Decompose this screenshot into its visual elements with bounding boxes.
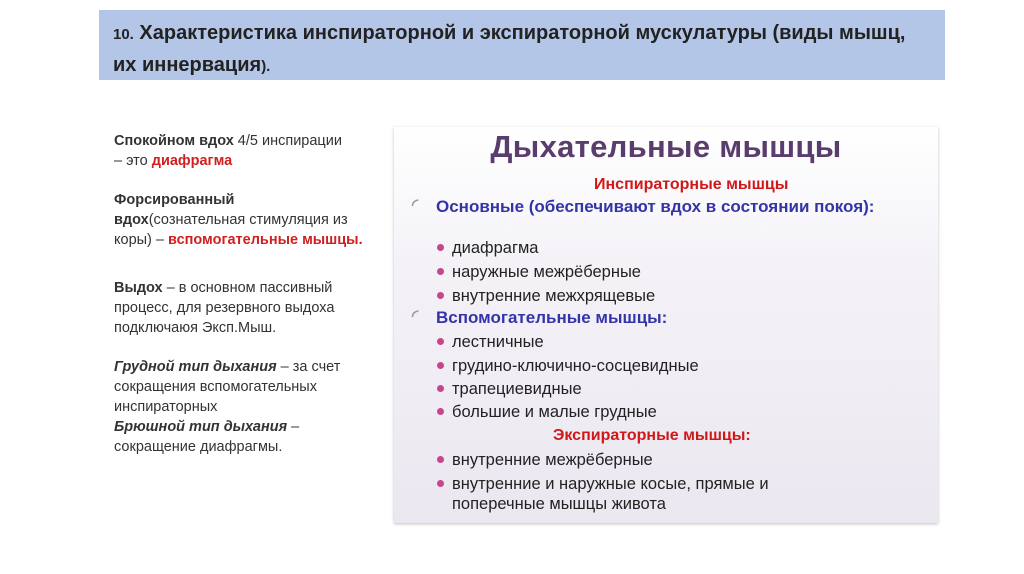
note-chest-type xyxy=(114,357,382,417)
list-item-text: внутренние и наружные косые, прямые и поперечные мышцы живота xyxy=(452,475,769,513)
note-abd-rest: – сокращение диафрагмы. xyxy=(114,419,300,455)
note-calm-rest: 4/5 инспирации xyxy=(233,133,342,149)
arc-bullet-icon: ◜ xyxy=(412,197,419,214)
note-forced-inhale xyxy=(114,190,382,250)
note-calm-line2: – это xyxy=(114,153,152,169)
bullet-dot-icon xyxy=(437,244,444,251)
bullet-dot-icon xyxy=(437,338,444,345)
note-calm-inhale xyxy=(114,131,382,171)
note-forced-red: вспомогательные мышцы. xyxy=(168,232,363,248)
note-exhale xyxy=(114,278,382,338)
slide-title-text: Характеристика инспираторной и экспираторной мускулатуры (виды мышц, их иннервация xyxy=(113,22,906,76)
note-forced-bold2: вдох xyxy=(114,212,149,228)
list-item xyxy=(452,450,653,470)
panel-title: Дыхательные мышцы xyxy=(490,129,842,164)
list-item xyxy=(452,262,641,282)
main-muscles-label xyxy=(412,197,896,217)
note-forced-bold1: Форсированный xyxy=(114,192,235,208)
slide-number: 10. xyxy=(113,26,134,43)
bullet-dot-icon xyxy=(437,385,444,392)
left-notes xyxy=(114,131,382,457)
note-exhale-rest: – в основном пассивный процесс, для резервного выдоха подключаюя Эксп.Мыш. xyxy=(114,280,335,336)
bullet-dot-icon xyxy=(437,480,444,487)
list-item-text: внутренние межрёберные xyxy=(452,451,653,469)
aux-muscles-text: Вспомогательные мышцы: xyxy=(436,308,668,327)
note-abd-bi: Брюшной тип дыхания xyxy=(114,419,288,435)
note-chest-rest: – за счет сокращения вспомогательных инспираторных xyxy=(114,359,341,415)
main-muscles-text: Основные (обеспечивают вдох в состоянии покоя): xyxy=(436,197,875,216)
expiratory-heading: Экспираторные мышцы: xyxy=(553,427,751,444)
inspiratory-heading: Инспираторные мышцы xyxy=(594,176,789,193)
list-item xyxy=(452,332,544,352)
note-chest-bi: Грудной тип дыхания xyxy=(114,359,277,375)
note-exhale-bold: Выдох xyxy=(114,280,163,296)
slide-title-bar xyxy=(99,10,945,80)
list-item-text: лестничные xyxy=(452,333,544,351)
list-item xyxy=(452,474,862,514)
list-item xyxy=(452,238,539,258)
bullet-dot-icon xyxy=(437,362,444,369)
list-item xyxy=(452,356,699,376)
list-item-text: внутренние межхрящевые xyxy=(452,287,656,305)
bullet-dot-icon xyxy=(437,456,444,463)
slide-title xyxy=(113,18,931,82)
list-item-text: трапециевидные xyxy=(452,380,582,398)
bullet-dot-icon xyxy=(437,292,444,299)
note-forced-rest: (сознательная стимуляция из коры) – xyxy=(114,212,348,248)
arc-bullet-icon: ◜ xyxy=(412,308,419,325)
list-item-text: грудино-ключично-сосцевидные xyxy=(452,357,699,375)
note-calm-bold: Спокойном вдох xyxy=(114,133,234,149)
note-calm-red: диафрагма xyxy=(151,153,233,169)
note-abdominal-type xyxy=(114,417,382,457)
list-item xyxy=(452,286,655,306)
aux-muscles-label xyxy=(412,308,668,328)
bullet-dot-icon xyxy=(437,268,444,275)
slide-title-closing: ). xyxy=(261,58,271,75)
list-item xyxy=(452,402,657,422)
bullet-dot-icon xyxy=(437,408,444,415)
respiratory-muscles-panel xyxy=(394,127,938,523)
list-item xyxy=(452,379,582,399)
list-item-text: наружные межрёберные xyxy=(452,263,641,281)
list-item-text: диафрагма xyxy=(452,239,539,257)
list-item-text: большие и малые грудные xyxy=(452,403,657,421)
